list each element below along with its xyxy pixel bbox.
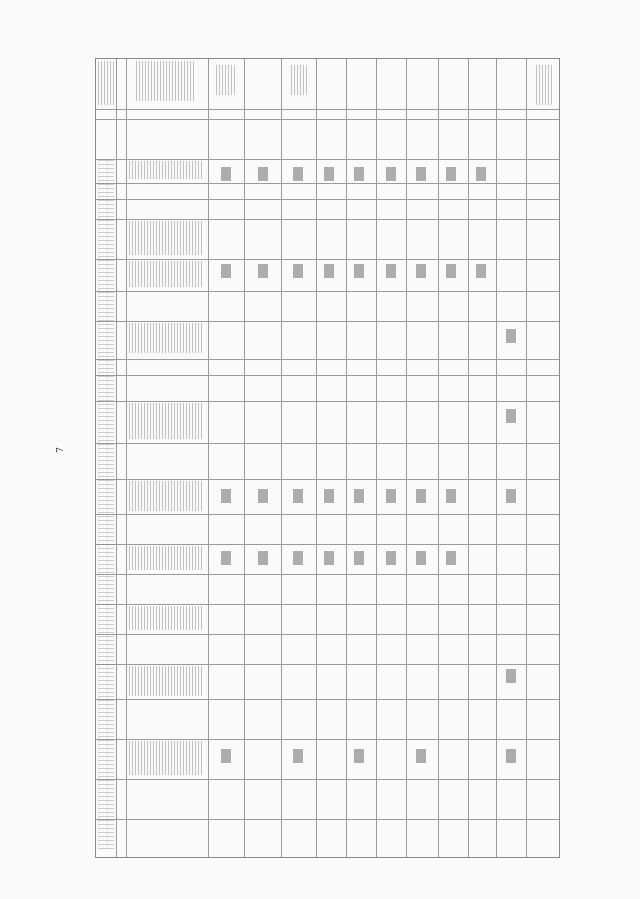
page-number: 7 — [55, 447, 66, 453]
indicator-table — [95, 58, 560, 858]
